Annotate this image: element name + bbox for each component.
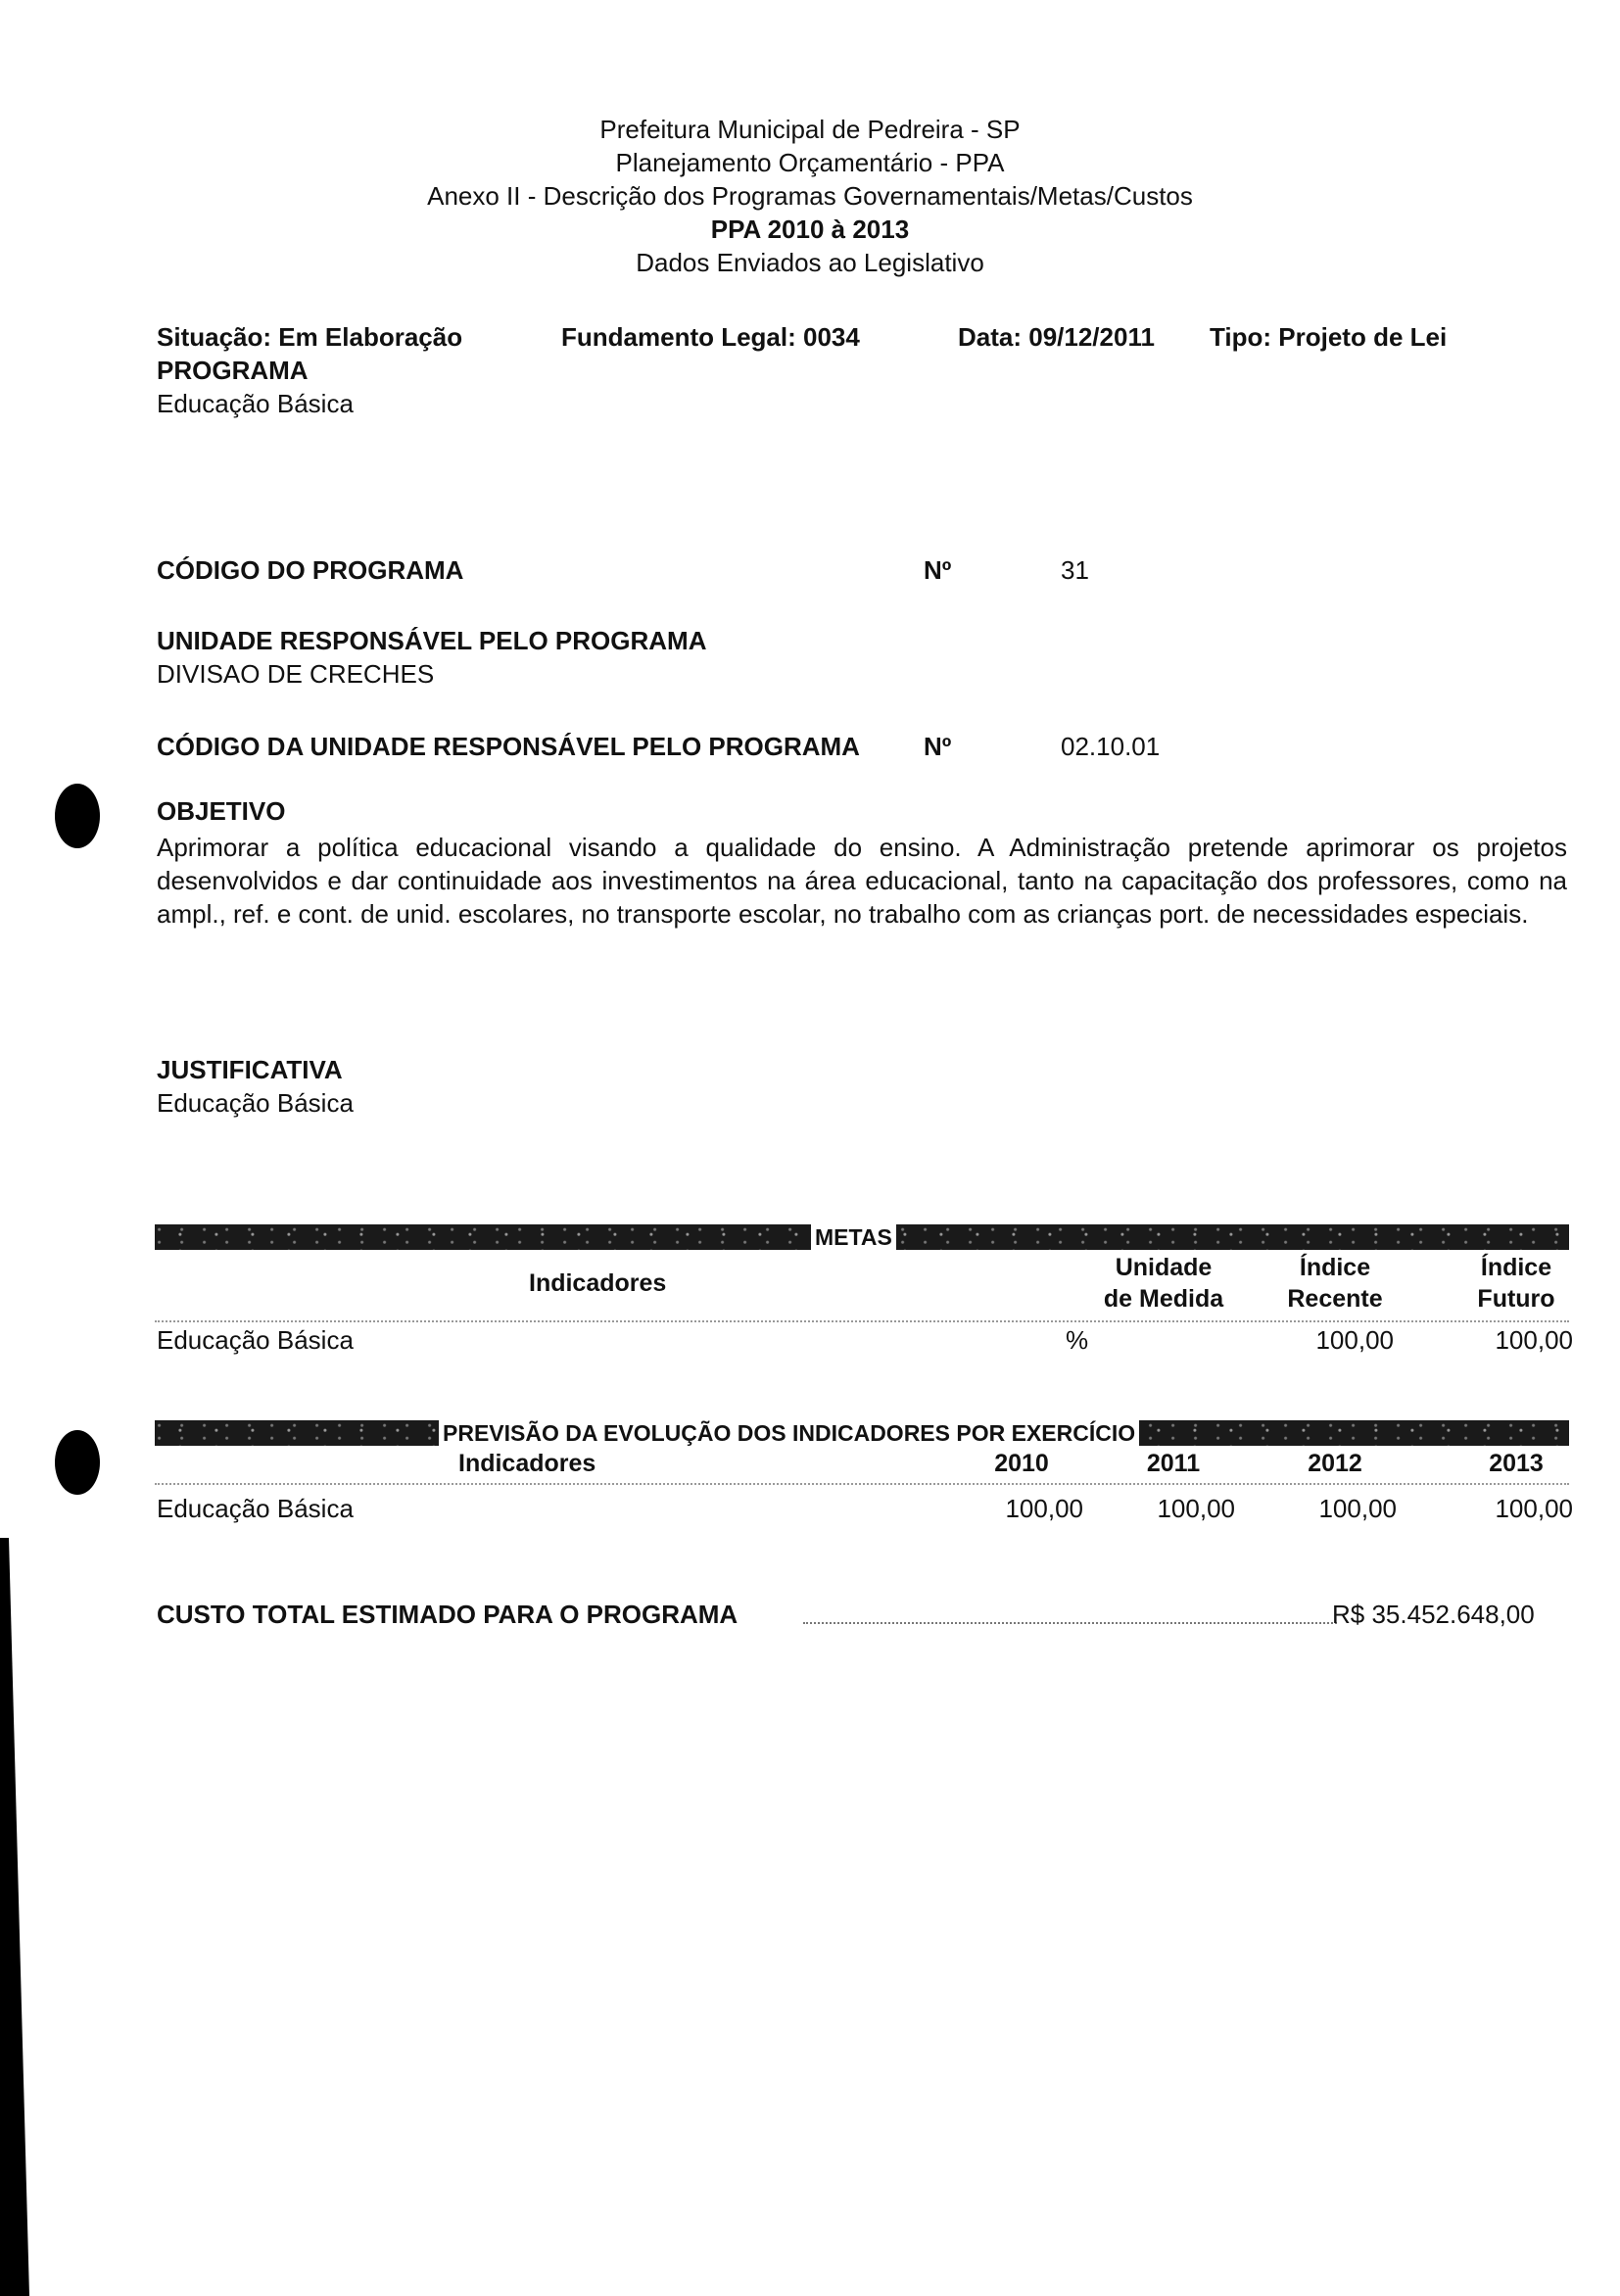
metas-band — [155, 1224, 1569, 1250]
previsao-title: PREVISÃO DA EVOLUÇÃO DOS INDICADORES POR EXERCÍCIO — [439, 1420, 1139, 1446]
metas-row-futuro: 100,00 — [1495, 1325, 1573, 1355]
custo-value: R$ 35.452.648,00 — [1332, 1600, 1535, 1629]
programa-value: Educação Básica — [157, 389, 354, 418]
situacao: Situação: Em Elaboração — [157, 322, 463, 352]
metas-col-recente-line2: Recente — [1287, 1285, 1383, 1313]
punch-hole-bottom — [55, 1430, 100, 1495]
metas-row-recente: 100,00 — [1315, 1325, 1394, 1355]
header-line-planejamento: Planejamento Orçamentário - PPA — [615, 148, 1005, 177]
justificativa-value: Educação Básica — [157, 1088, 354, 1118]
previsao-row-2012: 100,00 — [1318, 1494, 1397, 1523]
previsao-row-2010: 100,00 — [1005, 1494, 1083, 1523]
codigo-programa-label: CÓDIGO DO PROGRAMA — [157, 555, 464, 585]
justificativa-label: JUSTIFICATIVA — [157, 1055, 343, 1084]
header-line-anexo: Anexo II - Descrição dos Programas Governamentais/Metas/Custos — [427, 181, 1193, 211]
metas-col-futuro-line2: Futuro — [1477, 1285, 1555, 1313]
custo-leader-dots — [803, 1618, 1337, 1624]
objetivo-label: OBJETIVO — [157, 796, 286, 826]
data: Data: 09/12/2011 — [958, 322, 1155, 352]
metas-col-futuro-line1: Índice — [1480, 1254, 1552, 1281]
objetivo-text: Aprimorar a política educacional visando a qualidade do ensino. A Administração pretende aprimorar os projetos desenvolvidos e dar continuidade aos investimentos na área educacional, tanto na capacitação dos professores, como na ampl., ref. e cont. de unid. escolares, no transporte escolar, no trabalho com as crianças port. de necessidades especiais. — [157, 833, 1567, 929]
previsao-row-2011: 100,00 — [1157, 1494, 1235, 1523]
previsao-col-2013: 2013 — [1489, 1450, 1544, 1477]
header-line-ppa: PPA 2010 à 2013 — [710, 215, 910, 244]
metas-title: METAS — [811, 1224, 896, 1250]
programa-label: PROGRAMA — [157, 356, 309, 385]
previsao-row-indicador: Educação Básica — [157, 1494, 354, 1523]
metas-col-unidade — [1075, 1252, 1252, 1315]
metas-col-indicadores: Indicadores — [529, 1269, 667, 1297]
custo-label: CUSTO TOTAL ESTIMADO PARA O PROGRAMA — [157, 1600, 739, 1629]
codigo-programa-num-label: Nº — [924, 555, 952, 585]
metas-col-unidade-line1: Unidade — [1115, 1254, 1213, 1281]
previsao-col-2012: 2012 — [1308, 1450, 1362, 1477]
header-line-prefeitura: Prefeitura Municipal de Pedreira - SP — [599, 115, 1021, 144]
metas-col-unidade-line2: de Medida — [1103, 1285, 1224, 1313]
previsao-col-2010: 2010 — [994, 1450, 1049, 1477]
previsao-col-2011: 2011 — [1146, 1450, 1201, 1477]
metas-row-indicador: Educação Básica — [157, 1325, 354, 1355]
unidade-label: UNIDADE RESPONSÁVEL PELO PROGRAMA — [157, 626, 707, 655]
codigo-unidade-label: CÓDIGO DA UNIDADE RESPONSÁVEL PELO PROGRAMA — [157, 732, 860, 761]
punch-hole-top — [55, 784, 100, 848]
previsao-row-2013: 100,00 — [1495, 1494, 1573, 1523]
metas-header — [155, 1252, 1569, 1322]
metas-col-recente-line1: Índice — [1299, 1254, 1371, 1281]
previsao-col-indicadores: Indicadores — [458, 1450, 596, 1477]
metas-col-futuro — [1428, 1252, 1604, 1315]
previsao-header — [155, 1448, 1569, 1485]
table-row — [155, 1493, 1573, 1526]
metas-col-recente — [1247, 1252, 1423, 1315]
fundamento-legal: Fundamento Legal: 0034 — [561, 322, 860, 352]
codigo-unidade-num-label: Nº — [924, 732, 952, 761]
header-line-dados: Dados Enviados ao Legislativo — [636, 248, 984, 277]
tipo: Tipo: Projeto de Lei — [1210, 322, 1448, 352]
codigo-programa-value: 31 — [1061, 555, 1089, 585]
scan-edge-shadow — [0, 1538, 29, 2296]
codigo-unidade-value: 02.10.01 — [1061, 732, 1161, 761]
previsao-band — [155, 1420, 1569, 1446]
metas-row-unidade: % — [1066, 1325, 1089, 1355]
unidade-value: DIVISAO DE CRECHES — [157, 659, 435, 689]
table-row — [155, 1324, 1573, 1358]
